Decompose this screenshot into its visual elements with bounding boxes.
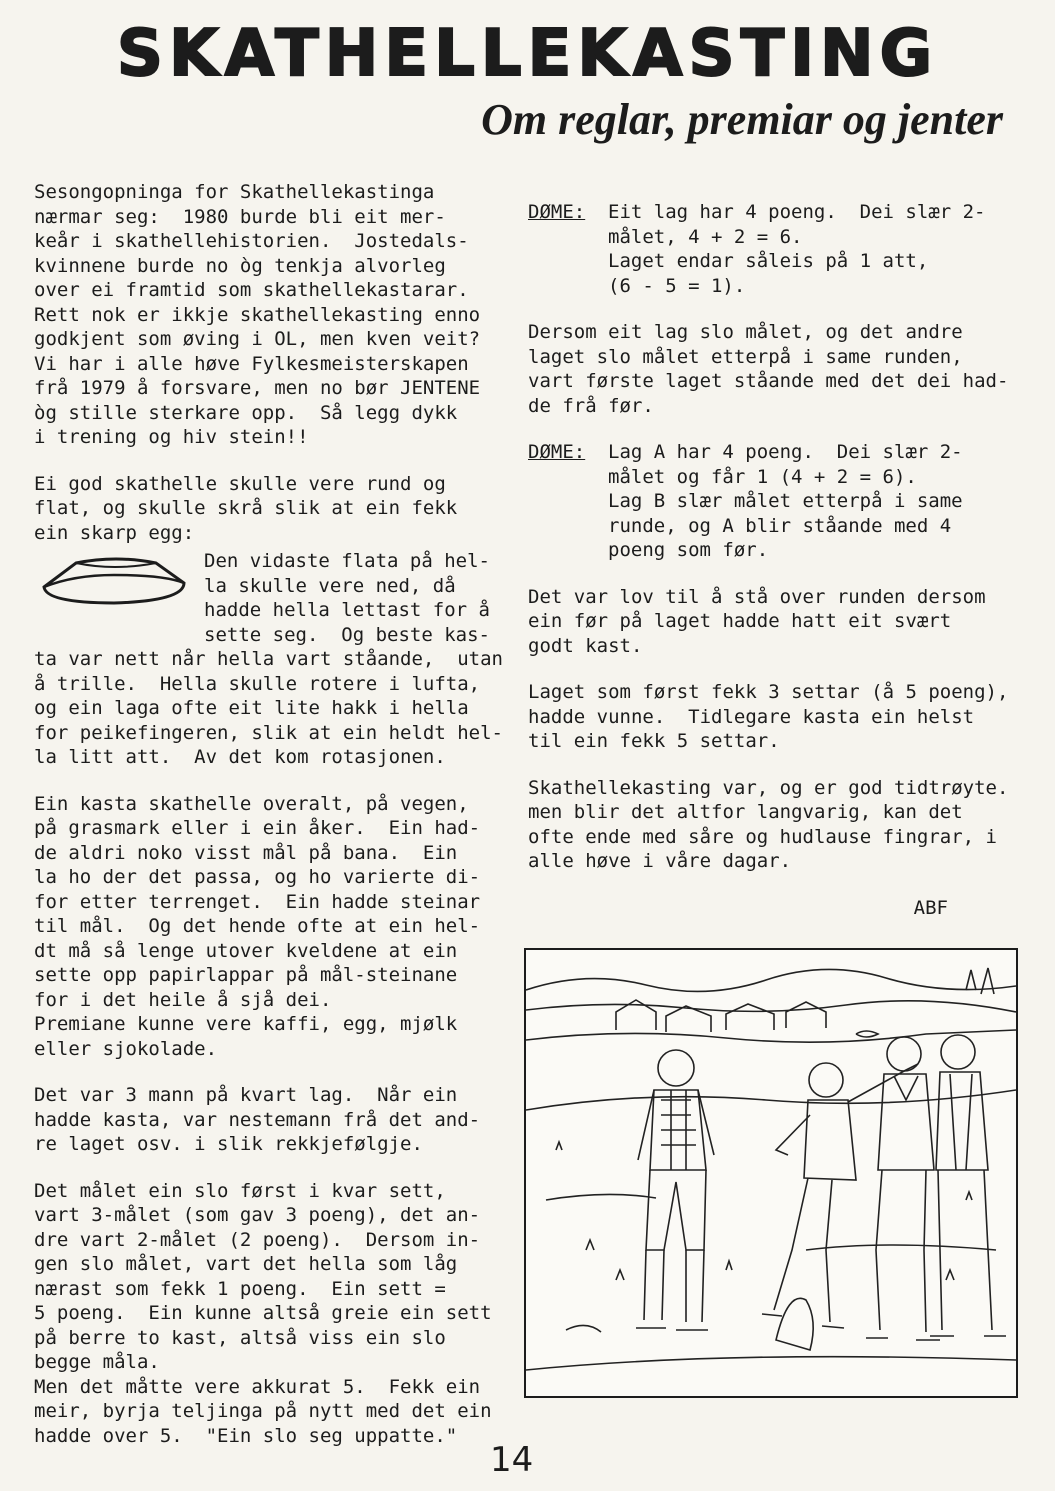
paragraph-stone-shape: Ei god skathelle skulle vere rund og flat, og skulle skrå slik at ein fekk ein skarp egg: [34, 472, 458, 544]
paragraph-intro: Sesongopninga for Skathellekastinga nærmar seg: 1980 burde bli eit mer- keår i skathellehistorien. Jostedals- kvinnene burde no òg tenkja alvorleg over ei framtid som skathellekastarar. Rett nok er ikkje skathellekasting enno godkjent som øving i OL, men kven veit? Vi har i alle høve Fylkesmeisterskapen frå 1979 å forsvare, men no bør JENTENE òg stille sterkare opp. Så legg dykk i trening og hiv stein!! [34, 181, 481, 448]
paragraph-closing: Skathellekasting var, og er god tidtrøyte. men blir det altfor langvarig, kan det ofte ende med såre og hudlause fingrar, i alle høve i våre dagar. [528, 776, 1009, 872]
paragraph-teams: Det var 3 mann på kvart lag. Når ein hadde kasta, var nestemann frå det and- re laget osv. i slik rekkjefølgje. [34, 1084, 481, 1155]
illustration-drawing [526, 950, 1016, 1396]
page-title: SKATHELLEKASTING [116, 17, 939, 91]
example-text: Lag A har 4 poeng. Dei slær 2- målet og får 1 (4 + 2 = 6). Lag B slær målet etterpå i same runde, og A blir ståande med 4 poeng som før. [608, 441, 963, 561]
stone-description: Den vidaste flata på hel- la skulle vere ned, då hadde hella lettast for å sette seg. Og beste kas- [204, 550, 490, 646]
paragraph-skip-round: Det var lov til å stå over runden dersom ein før på laget hadde hatt eit svært godt kast. [528, 585, 986, 657]
right-column [528, 200, 1018, 942]
paragraph-winning: Laget som først fekk 3 settar (å 5 poeng), hadde vunne. Tidlegare kasta ein helst til ein fekk 5 settar. [528, 681, 1009, 752]
stone-diagram-row [34, 545, 514, 647]
paragraph-scoring: Det målet ein slo først i kvar sett, vart 3-målet (som gav 3 poeng), det an- dre vart 2-målet (2 poeng). Dersom in- gen slo målet, vart det hella som låg nærast som fekk 1 poeng. Ein sett = 5 poeng. Ein kunne altså greie ein sett på berre to kast, altså viss ein slo begge måla. Men det måtte vere akkurat 5. Fekk ein meir, byrja teljinga på nytt med det ein hadde over 5. "Ein slo seg uppatte." [34, 1179, 492, 1447]
paragraph-throwing: ta var nett når hella vart ståande, utan å trille. Hella skulle rotere i lufta, og ein laga ofte eit lite hakk i hella for peikefingeren, slik at ein heldt hel- la litt att. Av det kom rotasjonen. [34, 648, 503, 768]
left-column [34, 180, 514, 1470]
example-2 [528, 440, 1018, 563]
paragraph-where: Ein kasta skathelle overalt, på vegen, på grasmark eller i ein åker. Ein had- de aldri noko visst mål på bana. Ein la ho der det passa, og ho varierte di- for etter terrenget. Ein hadde steinar til mål. Og det hende ofte at ein hel- dt må så lenge utover kveldene at ein sette opp papirlappar på mål-steinane for i det heile å sjå dei. Premiane kunne vere kaffi, egg, mjølk eller sjokolade. [34, 792, 481, 1060]
page-subtitle: Om reglar, premiar og jenter [481, 95, 1003, 144]
page-number: 14 [490, 1440, 534, 1480]
example-1 [528, 200, 1018, 298]
boys-throwing-illustration [524, 948, 1018, 1398]
author-signature: ABF [913, 896, 948, 919]
flat-stone-illustration [34, 545, 204, 617]
example-label: DØME: [528, 201, 586, 223]
paragraph-both-hit: Dersom eit lag slo målet, og det andre laget slo målet etterpå i same runden, vart første laget ståande med det dei had- de frå før. [528, 321, 1009, 417]
example-label: DØME: [528, 441, 586, 463]
example-text: Eit lag har 4 poeng. Dei slær 2- målet, 4 + 2 = 6. Laget endar såleis på 1 att, (6 - 5 = 1). [608, 201, 986, 297]
